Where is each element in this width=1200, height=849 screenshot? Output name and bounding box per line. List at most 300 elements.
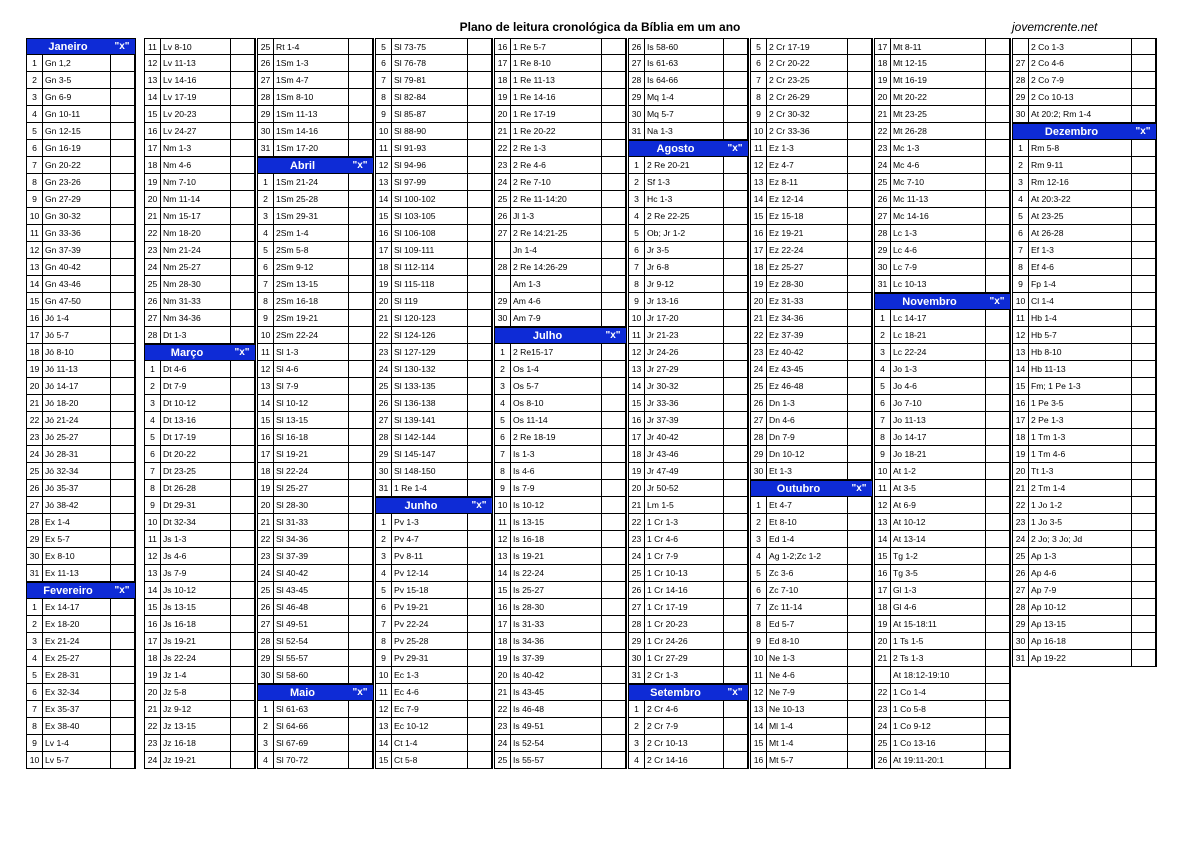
- done-checkbox[interactable]: [847, 242, 873, 258]
- done-checkbox[interactable]: [110, 157, 136, 173]
- done-checkbox[interactable]: [467, 378, 493, 394]
- done-checkbox[interactable]: [467, 752, 493, 768]
- done-checkbox[interactable]: [985, 667, 1011, 683]
- done-checkbox[interactable]: [230, 361, 256, 377]
- done-checkbox[interactable]: [723, 378, 749, 394]
- done-checkbox[interactable]: [110, 344, 136, 360]
- done-checkbox[interactable]: [601, 616, 627, 632]
- done-checkbox[interactable]: [985, 548, 1011, 564]
- done-checkbox[interactable]: [230, 565, 256, 581]
- done-checkbox[interactable]: [601, 701, 627, 717]
- done-checkbox[interactable]: [110, 378, 136, 394]
- done-checkbox[interactable]: [723, 667, 749, 683]
- done-checkbox[interactable]: [348, 446, 374, 462]
- done-checkbox[interactable]: [723, 752, 749, 768]
- done-checkbox[interactable]: [230, 514, 256, 530]
- done-checkbox[interactable]: [1131, 106, 1157, 122]
- done-checkbox[interactable]: [348, 327, 374, 343]
- done-checkbox[interactable]: [985, 106, 1011, 122]
- done-checkbox[interactable]: [230, 752, 256, 768]
- done-checkbox[interactable]: [348, 616, 374, 632]
- done-checkbox[interactable]: [348, 701, 374, 717]
- done-checkbox[interactable]: [110, 225, 136, 241]
- done-checkbox[interactable]: [467, 327, 493, 343]
- done-checkbox[interactable]: [467, 412, 493, 428]
- done-checkbox[interactable]: [230, 89, 256, 105]
- done-checkbox[interactable]: [985, 446, 1011, 462]
- done-checkbox[interactable]: [110, 531, 136, 547]
- done-checkbox[interactable]: [110, 616, 136, 632]
- done-checkbox[interactable]: [467, 174, 493, 190]
- done-checkbox[interactable]: [467, 735, 493, 751]
- done-checkbox[interactable]: [723, 395, 749, 411]
- done-checkbox[interactable]: [601, 650, 627, 666]
- done-checkbox[interactable]: [1131, 497, 1157, 513]
- done-checkbox[interactable]: [1131, 276, 1157, 292]
- done-checkbox[interactable]: [723, 293, 749, 309]
- done-checkbox[interactable]: [1131, 344, 1157, 360]
- done-checkbox[interactable]: [1131, 140, 1157, 156]
- done-checkbox[interactable]: [847, 208, 873, 224]
- done-checkbox[interactable]: [230, 310, 256, 326]
- done-checkbox[interactable]: [230, 548, 256, 564]
- done-checkbox[interactable]: [110, 565, 136, 581]
- done-checkbox[interactable]: [230, 463, 256, 479]
- done-checkbox[interactable]: [1131, 514, 1157, 530]
- done-checkbox[interactable]: [847, 344, 873, 360]
- done-checkbox[interactable]: [110, 429, 136, 445]
- done-checkbox[interactable]: [723, 72, 749, 88]
- done-checkbox[interactable]: [110, 463, 136, 479]
- done-checkbox[interactable]: [348, 259, 374, 275]
- done-checkbox[interactable]: [110, 140, 136, 156]
- done-checkbox[interactable]: [1131, 395, 1157, 411]
- done-checkbox[interactable]: [723, 429, 749, 445]
- done-checkbox[interactable]: [985, 565, 1011, 581]
- done-checkbox[interactable]: [348, 718, 374, 734]
- done-checkbox[interactable]: [601, 39, 627, 54]
- done-checkbox[interactable]: [348, 140, 374, 156]
- done-checkbox[interactable]: [601, 395, 627, 411]
- done-checkbox[interactable]: [1131, 208, 1157, 224]
- done-checkbox[interactable]: [985, 735, 1011, 751]
- done-checkbox[interactable]: [847, 225, 873, 241]
- done-checkbox[interactable]: [110, 327, 136, 343]
- done-checkbox[interactable]: [985, 259, 1011, 275]
- done-checkbox[interactable]: [467, 684, 493, 700]
- done-checkbox[interactable]: [1131, 72, 1157, 88]
- done-checkbox[interactable]: [847, 72, 873, 88]
- done-checkbox[interactable]: [467, 616, 493, 632]
- done-checkbox[interactable]: [985, 276, 1011, 292]
- done-checkbox[interactable]: [467, 55, 493, 71]
- done-checkbox[interactable]: [348, 293, 374, 309]
- done-checkbox[interactable]: [1131, 157, 1157, 173]
- done-checkbox[interactable]: [601, 208, 627, 224]
- done-checkbox[interactable]: [467, 123, 493, 139]
- done-checkbox[interactable]: [601, 497, 627, 513]
- done-checkbox[interactable]: [230, 395, 256, 411]
- done-checkbox[interactable]: [1131, 480, 1157, 496]
- done-checkbox[interactable]: [847, 378, 873, 394]
- done-checkbox[interactable]: [601, 89, 627, 105]
- done-checkbox[interactable]: [110, 446, 136, 462]
- done-checkbox[interactable]: [110, 497, 136, 513]
- done-checkbox[interactable]: [110, 208, 136, 224]
- done-checkbox[interactable]: [467, 395, 493, 411]
- done-checkbox[interactable]: [847, 429, 873, 445]
- done-checkbox[interactable]: [230, 140, 256, 156]
- done-checkbox[interactable]: [230, 106, 256, 122]
- done-checkbox[interactable]: [847, 327, 873, 343]
- done-checkbox[interactable]: [1131, 89, 1157, 105]
- done-checkbox[interactable]: [348, 55, 374, 71]
- done-checkbox[interactable]: [723, 174, 749, 190]
- done-checkbox[interactable]: [847, 123, 873, 139]
- done-checkbox[interactable]: [847, 140, 873, 156]
- done-checkbox[interactable]: [601, 310, 627, 326]
- done-checkbox[interactable]: [723, 157, 749, 173]
- done-checkbox[interactable]: [110, 735, 136, 751]
- done-checkbox[interactable]: [230, 497, 256, 513]
- done-checkbox[interactable]: [985, 72, 1011, 88]
- done-checkbox[interactable]: [348, 463, 374, 479]
- done-checkbox[interactable]: [723, 701, 749, 717]
- done-checkbox[interactable]: [847, 531, 873, 547]
- done-checkbox[interactable]: [230, 531, 256, 547]
- done-checkbox[interactable]: [601, 378, 627, 394]
- done-checkbox[interactable]: [601, 429, 627, 445]
- done-checkbox[interactable]: [110, 701, 136, 717]
- done-checkbox[interactable]: [723, 55, 749, 71]
- done-checkbox[interactable]: [601, 446, 627, 462]
- done-checkbox[interactable]: [723, 259, 749, 275]
- done-checkbox[interactable]: [348, 191, 374, 207]
- done-checkbox[interactable]: [723, 616, 749, 632]
- done-checkbox[interactable]: [723, 446, 749, 462]
- done-checkbox[interactable]: [110, 310, 136, 326]
- done-checkbox[interactable]: [467, 259, 493, 275]
- done-checkbox[interactable]: [467, 514, 493, 530]
- done-checkbox[interactable]: [467, 463, 493, 479]
- done-checkbox[interactable]: [847, 106, 873, 122]
- done-checkbox[interactable]: [467, 599, 493, 615]
- done-checkbox[interactable]: [847, 497, 873, 513]
- done-checkbox[interactable]: [230, 208, 256, 224]
- done-checkbox[interactable]: [847, 293, 873, 309]
- done-checkbox[interactable]: [467, 480, 493, 496]
- done-checkbox[interactable]: [601, 191, 627, 207]
- done-checkbox[interactable]: [230, 701, 256, 717]
- done-checkbox[interactable]: [230, 174, 256, 190]
- done-checkbox[interactable]: [847, 548, 873, 564]
- done-checkbox[interactable]: [985, 310, 1011, 326]
- done-checkbox[interactable]: [1131, 55, 1157, 71]
- done-checkbox[interactable]: [847, 89, 873, 105]
- done-checkbox[interactable]: [110, 106, 136, 122]
- done-checkbox[interactable]: [985, 39, 1011, 54]
- done-checkbox[interactable]: [110, 259, 136, 275]
- done-checkbox[interactable]: [723, 412, 749, 428]
- done-checkbox[interactable]: [723, 89, 749, 105]
- done-checkbox[interactable]: [230, 650, 256, 666]
- done-checkbox[interactable]: [467, 531, 493, 547]
- done-checkbox[interactable]: [601, 531, 627, 547]
- done-checkbox[interactable]: [467, 89, 493, 105]
- done-checkbox[interactable]: [601, 259, 627, 275]
- done-checkbox[interactable]: [985, 650, 1011, 666]
- done-checkbox[interactable]: [230, 684, 256, 700]
- done-checkbox[interactable]: [847, 650, 873, 666]
- done-checkbox[interactable]: [1131, 225, 1157, 241]
- done-checkbox[interactable]: [601, 242, 627, 258]
- done-checkbox[interactable]: [985, 55, 1011, 71]
- done-checkbox[interactable]: [110, 276, 136, 292]
- done-checkbox[interactable]: [601, 735, 627, 751]
- done-checkbox[interactable]: [230, 242, 256, 258]
- done-checkbox[interactable]: [110, 548, 136, 564]
- done-checkbox[interactable]: [1131, 310, 1157, 326]
- done-checkbox[interactable]: [985, 752, 1011, 768]
- done-checkbox[interactable]: [723, 650, 749, 666]
- done-checkbox[interactable]: [467, 39, 493, 54]
- done-checkbox[interactable]: [110, 667, 136, 683]
- done-checkbox[interactable]: [723, 582, 749, 598]
- done-checkbox[interactable]: [601, 463, 627, 479]
- done-checkbox[interactable]: [467, 276, 493, 292]
- done-checkbox[interactable]: [601, 718, 627, 734]
- done-checkbox[interactable]: [723, 208, 749, 224]
- done-checkbox[interactable]: [601, 72, 627, 88]
- done-checkbox[interactable]: [601, 599, 627, 615]
- done-checkbox[interactable]: [985, 191, 1011, 207]
- done-checkbox[interactable]: [348, 599, 374, 615]
- done-checkbox[interactable]: [1131, 361, 1157, 377]
- done-checkbox[interactable]: [847, 718, 873, 734]
- done-checkbox[interactable]: [1131, 599, 1157, 615]
- done-checkbox[interactable]: [110, 174, 136, 190]
- done-checkbox[interactable]: [723, 276, 749, 292]
- done-checkbox[interactable]: [985, 429, 1011, 445]
- done-checkbox[interactable]: [348, 123, 374, 139]
- done-checkbox[interactable]: [230, 429, 256, 445]
- done-checkbox[interactable]: [601, 752, 627, 768]
- done-checkbox[interactable]: [230, 123, 256, 139]
- done-checkbox[interactable]: [1131, 650, 1157, 666]
- done-checkbox[interactable]: [1131, 259, 1157, 275]
- done-checkbox[interactable]: [723, 242, 749, 258]
- done-checkbox[interactable]: [348, 242, 374, 258]
- done-checkbox[interactable]: [230, 718, 256, 734]
- done-checkbox[interactable]: [1131, 191, 1157, 207]
- done-checkbox[interactable]: [601, 684, 627, 700]
- done-checkbox[interactable]: [348, 514, 374, 530]
- done-checkbox[interactable]: [348, 667, 374, 683]
- done-checkbox[interactable]: [348, 650, 374, 666]
- done-checkbox[interactable]: [467, 72, 493, 88]
- done-checkbox[interactable]: [110, 293, 136, 309]
- done-checkbox[interactable]: [348, 752, 374, 768]
- done-checkbox[interactable]: [985, 480, 1011, 496]
- done-checkbox[interactable]: [1131, 633, 1157, 649]
- done-checkbox[interactable]: [348, 106, 374, 122]
- done-checkbox[interactable]: [985, 208, 1011, 224]
- done-checkbox[interactable]: [847, 395, 873, 411]
- done-checkbox[interactable]: [230, 667, 256, 683]
- done-checkbox[interactable]: [1131, 174, 1157, 190]
- done-checkbox[interactable]: [110, 395, 136, 411]
- done-checkbox[interactable]: [348, 378, 374, 394]
- done-checkbox[interactable]: [601, 225, 627, 241]
- done-checkbox[interactable]: [348, 361, 374, 377]
- done-checkbox[interactable]: [467, 225, 493, 241]
- done-checkbox[interactable]: [723, 514, 749, 530]
- done-checkbox[interactable]: [230, 735, 256, 751]
- done-checkbox[interactable]: [847, 633, 873, 649]
- done-checkbox[interactable]: [230, 378, 256, 394]
- done-checkbox[interactable]: [985, 633, 1011, 649]
- done-checkbox[interactable]: [230, 599, 256, 615]
- done-checkbox[interactable]: [601, 582, 627, 598]
- done-checkbox[interactable]: [110, 123, 136, 139]
- done-checkbox[interactable]: [1131, 565, 1157, 581]
- done-checkbox[interactable]: [985, 378, 1011, 394]
- done-checkbox[interactable]: [348, 497, 374, 513]
- done-checkbox[interactable]: [847, 701, 873, 717]
- done-checkbox[interactable]: [467, 157, 493, 173]
- done-checkbox[interactable]: [110, 650, 136, 666]
- done-checkbox[interactable]: [601, 55, 627, 71]
- done-checkbox[interactable]: [601, 412, 627, 428]
- done-checkbox[interactable]: [467, 293, 493, 309]
- done-checkbox[interactable]: [467, 650, 493, 666]
- done-checkbox[interactable]: [723, 633, 749, 649]
- done-checkbox[interactable]: [110, 752, 136, 768]
- done-checkbox[interactable]: [985, 242, 1011, 258]
- done-checkbox[interactable]: [601, 514, 627, 530]
- done-checkbox[interactable]: [1131, 463, 1157, 479]
- done-checkbox[interactable]: [1131, 582, 1157, 598]
- done-checkbox[interactable]: [348, 395, 374, 411]
- done-checkbox[interactable]: [467, 446, 493, 462]
- done-checkbox[interactable]: [985, 514, 1011, 530]
- done-checkbox[interactable]: [723, 531, 749, 547]
- done-checkbox[interactable]: [467, 429, 493, 445]
- done-checkbox[interactable]: [847, 752, 873, 768]
- done-checkbox[interactable]: [230, 259, 256, 275]
- done-checkbox[interactable]: [723, 344, 749, 360]
- done-checkbox[interactable]: [1131, 293, 1157, 309]
- done-checkbox[interactable]: [985, 344, 1011, 360]
- done-checkbox[interactable]: [847, 174, 873, 190]
- done-checkbox[interactable]: [601, 106, 627, 122]
- done-checkbox[interactable]: [847, 514, 873, 530]
- done-checkbox[interactable]: [348, 735, 374, 751]
- done-checkbox[interactable]: [985, 395, 1011, 411]
- done-checkbox[interactable]: [847, 157, 873, 173]
- done-checkbox[interactable]: [847, 191, 873, 207]
- done-checkbox[interactable]: [847, 684, 873, 700]
- done-checkbox[interactable]: [110, 633, 136, 649]
- done-checkbox[interactable]: [230, 293, 256, 309]
- done-checkbox[interactable]: [1131, 412, 1157, 428]
- done-checkbox[interactable]: [110, 412, 136, 428]
- done-checkbox[interactable]: [110, 89, 136, 105]
- done-checkbox[interactable]: [467, 344, 493, 360]
- done-checkbox[interactable]: [348, 565, 374, 581]
- done-checkbox[interactable]: [348, 89, 374, 105]
- done-checkbox[interactable]: [847, 446, 873, 462]
- done-checkbox[interactable]: [601, 548, 627, 564]
- done-checkbox[interactable]: [985, 684, 1011, 700]
- done-checkbox[interactable]: [1131, 531, 1157, 547]
- done-checkbox[interactable]: [1131, 429, 1157, 445]
- done-checkbox[interactable]: [467, 548, 493, 564]
- done-checkbox[interactable]: [847, 667, 873, 683]
- done-checkbox[interactable]: [230, 633, 256, 649]
- done-checkbox[interactable]: [601, 174, 627, 190]
- done-checkbox[interactable]: [985, 701, 1011, 717]
- done-checkbox[interactable]: [847, 735, 873, 751]
- done-checkbox[interactable]: [230, 55, 256, 71]
- done-checkbox[interactable]: [985, 599, 1011, 615]
- done-checkbox[interactable]: [110, 514, 136, 530]
- done-checkbox[interactable]: [1131, 446, 1157, 462]
- done-checkbox[interactable]: [348, 310, 374, 326]
- done-checkbox[interactable]: [847, 565, 873, 581]
- done-checkbox[interactable]: [467, 718, 493, 734]
- done-checkbox[interactable]: [723, 225, 749, 241]
- done-checkbox[interactable]: [985, 225, 1011, 241]
- done-checkbox[interactable]: [110, 718, 136, 734]
- done-checkbox[interactable]: [601, 565, 627, 581]
- done-checkbox[interactable]: [467, 701, 493, 717]
- done-checkbox[interactable]: [1131, 378, 1157, 394]
- done-checkbox[interactable]: [601, 633, 627, 649]
- done-checkbox[interactable]: [110, 599, 136, 615]
- done-checkbox[interactable]: [230, 327, 256, 343]
- done-checkbox[interactable]: [847, 310, 873, 326]
- done-checkbox[interactable]: [601, 157, 627, 173]
- done-checkbox[interactable]: [230, 39, 256, 54]
- done-checkbox[interactable]: [723, 548, 749, 564]
- done-checkbox[interactable]: [348, 412, 374, 428]
- done-checkbox[interactable]: [230, 276, 256, 292]
- done-checkbox[interactable]: [601, 361, 627, 377]
- done-checkbox[interactable]: [723, 123, 749, 139]
- done-checkbox[interactable]: [601, 276, 627, 292]
- done-checkbox[interactable]: [601, 293, 627, 309]
- done-checkbox[interactable]: [230, 446, 256, 462]
- done-checkbox[interactable]: [723, 39, 749, 54]
- done-checkbox[interactable]: [847, 361, 873, 377]
- done-checkbox[interactable]: [110, 72, 136, 88]
- done-checkbox[interactable]: [110, 191, 136, 207]
- done-checkbox[interactable]: [110, 242, 136, 258]
- done-checkbox[interactable]: [467, 140, 493, 156]
- done-checkbox[interactable]: [847, 276, 873, 292]
- done-checkbox[interactable]: [985, 140, 1011, 156]
- done-checkbox[interactable]: [723, 599, 749, 615]
- done-checkbox[interactable]: [348, 582, 374, 598]
- done-checkbox[interactable]: [467, 565, 493, 581]
- done-checkbox[interactable]: [985, 157, 1011, 173]
- done-checkbox[interactable]: [723, 480, 749, 496]
- done-checkbox[interactable]: [348, 429, 374, 445]
- done-checkbox[interactable]: [723, 327, 749, 343]
- done-checkbox[interactable]: [467, 582, 493, 598]
- done-checkbox[interactable]: [847, 259, 873, 275]
